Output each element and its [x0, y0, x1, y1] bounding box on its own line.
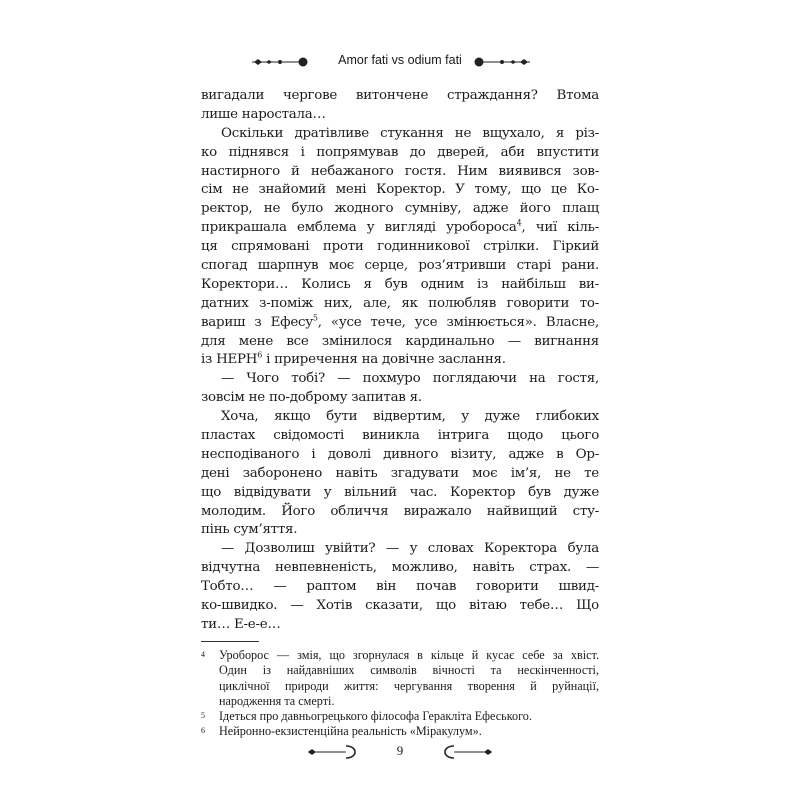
text-line-content: пінь сум’яття. — [201, 522, 298, 538]
text-line-content: Хоча, якщо бути відвертим, у дуже глибоких — [221, 409, 599, 425]
footnote — [201, 648, 599, 709]
text-line — [201, 503, 599, 522]
text-line — [201, 351, 599, 370]
text-line-content: дені заборонено навіть згадувати моє ім’я, не те — [201, 465, 599, 481]
footnote-reference: 5 — [312, 313, 318, 323]
text-line — [201, 521, 599, 540]
text-line — [201, 314, 599, 333]
text-line-content: зовсім не по-доброму запитав я. — [201, 390, 422, 406]
page-number: 9 — [396, 743, 404, 758]
footnote-line: Нейронно-екзистенційна реальність «Міракулум». — [219, 724, 482, 739]
text-line-content: для мене все змінилося кардинально — вигнання — [201, 333, 599, 349]
text-line-content: що відвідувати у вільний час. Коректор був дуже — [201, 484, 599, 500]
text-line — [201, 597, 599, 616]
text-line — [201, 465, 599, 484]
text-line — [201, 484, 599, 503]
text-line-content: ця спрямовані проти годинникової стрілки. Гіркий — [201, 239, 599, 255]
text-line-content: несподіваного і доволі дивного візиту, адже в Ор- — [201, 446, 599, 462]
footnote-mark: 6 — [201, 726, 205, 736]
footnote-line: Уроборос — змія, що згорнулася в кільце й кусає себе за хвіст. — [219, 648, 599, 662]
text-line — [201, 446, 599, 465]
text-line — [201, 200, 599, 219]
text-line — [201, 333, 599, 352]
text-line-content: настирного й небажаного гостя. Ним виявився зов- — [201, 163, 599, 179]
text-line-content: ко піднявся і попрямував до дверей, аби впустити — [201, 144, 599, 160]
footnotes — [201, 648, 599, 740]
text-line — [201, 181, 599, 200]
footnote-mark: 5 — [201, 711, 205, 721]
text-line-content: ко-швидко. — Хотів сказати, що вітаю тебе… Що — [201, 598, 599, 614]
footnote-reference: 4 — [516, 218, 522, 228]
text-line-content: датних з-поміж них, але, як полюбляв говорити то- — [201, 295, 599, 311]
text-line — [201, 578, 599, 597]
text-line-content: вигадали чергове витончене страждання? Втома — [201, 88, 599, 103]
text-line-continuation: і приречення на довічне заслання. — [262, 352, 506, 368]
footnote-line: Один із найдавніших символів вічності та нескінченності, — [219, 663, 599, 678]
running-head — [200, 51, 600, 73]
text-line — [201, 408, 599, 427]
footnote-line: Ідеться про давньогрецького філософа Геракліта Ефеського. — [219, 709, 532, 724]
text-line-continuation: , чиї кіль- — [521, 220, 599, 236]
text-line — [201, 370, 599, 389]
text-line — [201, 427, 599, 446]
text-line-content: Тобто… — раптом він почав говорити швид- — [201, 579, 599, 595]
footnote — [201, 709, 599, 724]
text-line — [201, 106, 599, 125]
text-line-content: — Чого тобі? — похмуро поглядаючи на гостя, — [221, 371, 599, 387]
text-line — [201, 295, 599, 314]
text-line — [201, 257, 599, 276]
running-head-title: Amor fati vs odium fati — [338, 53, 462, 67]
text-line — [201, 559, 599, 578]
text-line — [201, 125, 599, 144]
text-line — [201, 276, 599, 295]
text-line-content: відчутна невпевненість, можливо, навіть страх. — — [201, 560, 599, 576]
text-line-content: — Дозволиш увійти? — у словах Коректора була — [221, 541, 599, 557]
text-line — [201, 87, 599, 106]
text-line-content: Оскільки дратівливе стукання не вщухало, я різ- — [221, 125, 599, 141]
text-line-content: Коректори… Колись я був одним із найбільш ви- — [201, 276, 599, 292]
text-line-content: ректор, не було жодного сумніву, адже його плащ — [201, 201, 599, 217]
text-line — [201, 238, 599, 257]
footnote-line: народження та смерті. — [219, 693, 335, 708]
right-ornament-icon — [472, 55, 530, 69]
text-line-content: прикрашала емблема у вигляді уробороса — [201, 220, 517, 236]
footnote-separator — [201, 641, 259, 642]
footnote — [201, 724, 599, 739]
text-line — [201, 540, 599, 559]
text-line — [201, 144, 599, 163]
text-line-content: пластах свідомості виникла інтрига щодо цього — [201, 428, 599, 444]
text-line-content: ти… Е-е-е… — [201, 616, 281, 632]
footnote-mark: 4 — [201, 650, 205, 659]
text-line — [201, 219, 599, 238]
text-line-content: спогад шарпнув моє серце, роз’ятривши старі рани. — [201, 258, 599, 274]
footnote-reference: 6 — [257, 351, 263, 360]
text-line-content: сім не знайомий мені Коректор. У тому, що це Ко- — [201, 182, 599, 198]
text-line — [201, 389, 599, 408]
text-line-content: із НЕРН — [201, 352, 258, 368]
body-text — [201, 87, 599, 635]
text-line-continuation: , «усе тече, усе змінюється». Власне, — [317, 314, 599, 330]
text-line-content: лише наростала… — [201, 106, 326, 122]
page-folio — [300, 742, 500, 762]
text-line-content: вариш з Ефесу — [201, 314, 313, 330]
text-line-content: молодим. Його обличчя виражало найвищий сту- — [201, 503, 599, 519]
text-line — [201, 616, 599, 635]
text-line — [201, 163, 599, 182]
footnote-line: циклічної природи життя: чергування творення й руйнації, — [219, 678, 599, 693]
